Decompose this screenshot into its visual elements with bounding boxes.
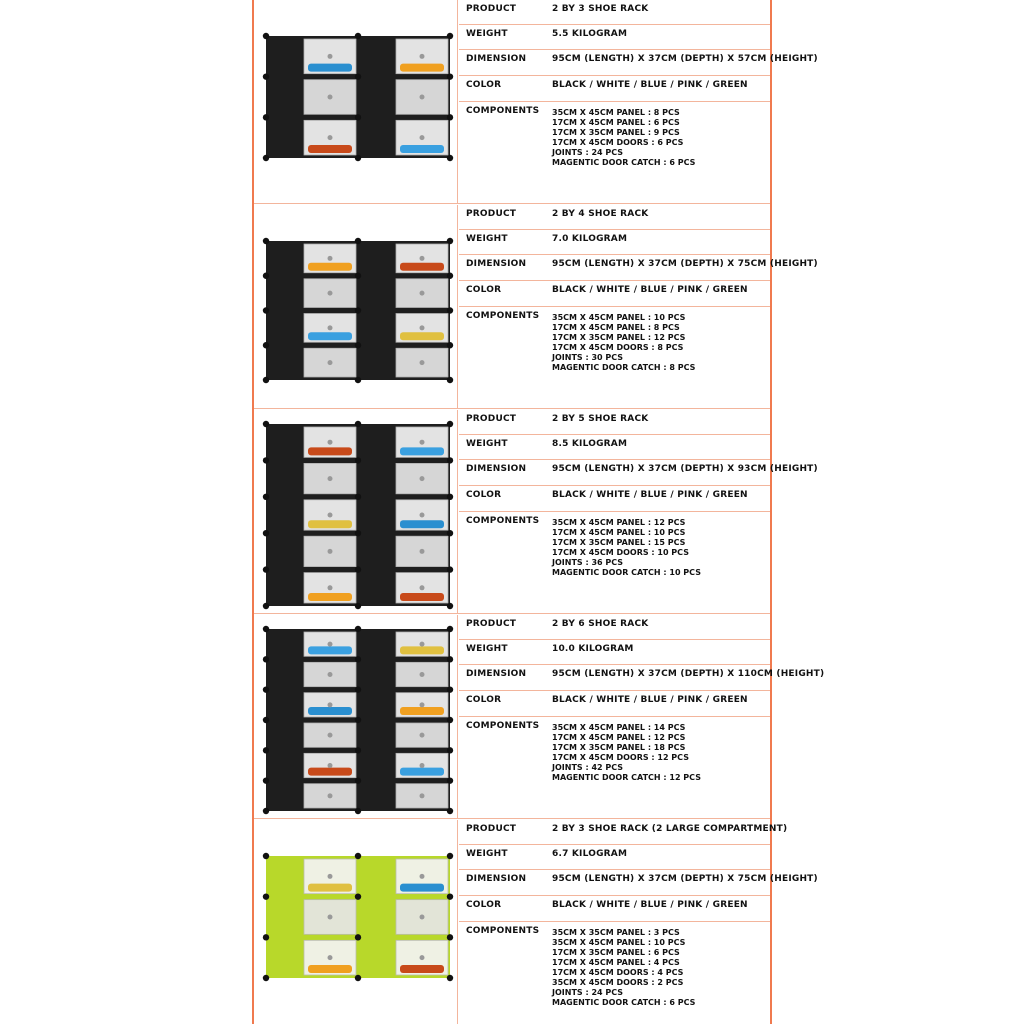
spec-label: COLOR xyxy=(466,490,502,500)
spec-row-weight xyxy=(459,230,770,255)
rack-joint xyxy=(263,155,269,161)
rack-joint xyxy=(263,33,269,39)
rack-joint xyxy=(355,566,361,572)
shoe xyxy=(308,520,352,528)
rack-joint xyxy=(447,747,453,753)
door-knob xyxy=(420,793,425,798)
spec-row-color xyxy=(459,486,770,512)
rack-joint xyxy=(355,73,361,79)
rack-joint xyxy=(447,603,453,609)
rack-joint xyxy=(263,603,269,609)
rack-joint xyxy=(447,73,453,79)
shoe xyxy=(400,447,444,455)
component-item: 17CM X 45CM PANEL : 12 PCS xyxy=(552,733,686,742)
shoe-rack-image xyxy=(254,205,458,409)
spec-table xyxy=(459,615,825,819)
spec-value: 2 BY 3 SHOE RACK (2 LARGE COMPARTMENT) xyxy=(552,824,788,834)
rack-joint xyxy=(263,777,269,783)
door-knob xyxy=(420,95,425,100)
shoe xyxy=(400,884,444,892)
component-item: 17CM X 45CM DOORS : 10 PCS xyxy=(552,548,689,557)
shoe xyxy=(308,64,352,72)
rack-joint xyxy=(355,155,361,161)
shoe-rack-drawing xyxy=(254,820,458,1024)
rack-joint xyxy=(447,457,453,463)
door-knob xyxy=(420,440,425,445)
rack-joint xyxy=(447,307,453,313)
rack-joint xyxy=(447,808,453,814)
rack-joint xyxy=(447,853,453,859)
shoe xyxy=(308,332,352,340)
rack-joint xyxy=(263,747,269,753)
door-knob xyxy=(420,702,425,707)
shoe xyxy=(308,447,352,455)
spec-label: COMPONENTS xyxy=(466,926,540,936)
door-knob xyxy=(328,672,333,677)
shoe-rack-drawing xyxy=(254,410,458,614)
spec-label: PRODUCT xyxy=(466,824,517,834)
rack-joint xyxy=(263,717,269,723)
component-item: 35CM X 45CM PANEL : 10 PCS xyxy=(552,313,686,322)
shoe-rack-image xyxy=(254,615,458,819)
rack-joint xyxy=(263,626,269,632)
rack-joint xyxy=(263,686,269,692)
rack-joint xyxy=(263,307,269,313)
component-item: 17CM X 35CM PANEL : 15 PCS xyxy=(552,538,686,547)
rack-joint xyxy=(355,626,361,632)
product-section xyxy=(254,410,818,614)
rack-joint xyxy=(355,747,361,753)
door-knob xyxy=(328,642,333,647)
spec-value: 8.5 KILOGRAM xyxy=(552,439,628,449)
shoe xyxy=(308,884,352,892)
spec-value: BLACK / WHITE / BLUE / PINK / GREEN xyxy=(552,695,748,705)
component-item: 17CM X 35CM PANEL : 18 PCS xyxy=(552,743,686,752)
spec-row-color xyxy=(459,691,770,717)
shoe-rack-drawing xyxy=(254,205,458,409)
product-section xyxy=(254,205,818,409)
spec-label: WEIGHT xyxy=(466,644,508,654)
shoe xyxy=(308,593,352,601)
rack-joint xyxy=(447,494,453,500)
spec-label: DIMENSION xyxy=(466,259,527,269)
door-knob xyxy=(328,135,333,140)
door-knob xyxy=(328,256,333,261)
door-knob xyxy=(328,291,333,296)
door-knob xyxy=(328,513,333,518)
door-knob xyxy=(328,874,333,879)
rack-joint xyxy=(263,975,269,981)
spec-value: 10.0 KILOGRAM xyxy=(552,644,634,654)
rack-joint xyxy=(355,975,361,981)
spec-label: COMPONENTS xyxy=(466,311,540,321)
spec-label: PRODUCT xyxy=(466,619,517,629)
components-list xyxy=(552,518,701,578)
component-item: 17CM X 45CM PANEL : 10 PCS xyxy=(552,528,686,537)
spec-value: BLACK / WHITE / BLUE / PINK / GREEN xyxy=(552,285,748,295)
component-item: JOINTS : 24 PCS xyxy=(552,148,623,157)
component-item: JOINTS : 42 PCS xyxy=(552,763,623,772)
door-knob xyxy=(328,955,333,960)
rack-joint xyxy=(447,377,453,383)
component-item: 17CM X 45CM PANEL : 6 PCS xyxy=(552,118,680,127)
shoe xyxy=(400,593,444,601)
component-item: 17CM X 45CM PANEL : 8 PCS xyxy=(552,323,680,332)
spec-value: BLACK / WHITE / BLUE / PINK / GREEN xyxy=(552,80,748,90)
rack-joint xyxy=(447,934,453,940)
shoe-rack-drawing xyxy=(254,0,458,204)
shoe xyxy=(400,965,444,973)
spec-label: COMPONENTS xyxy=(466,516,540,526)
spec-value: 5.5 KILOGRAM xyxy=(552,29,628,39)
door-knob xyxy=(420,513,425,518)
spec-value: BLACK / WHITE / BLUE / PINK / GREEN xyxy=(552,900,748,910)
component-item: 35CM X 45CM DOORS : 2 PCS xyxy=(552,978,684,987)
rack-joint xyxy=(355,377,361,383)
components-list xyxy=(552,928,695,1008)
rack-joint xyxy=(447,717,453,723)
component-item: 17CM X 35CM PANEL : 12 PCS xyxy=(552,333,686,342)
component-item: MAGENTIC DOOR CATCH : 6 PCS xyxy=(552,998,696,1007)
shoe xyxy=(308,646,352,654)
rack-joint xyxy=(263,273,269,279)
spec-row-dimension xyxy=(459,460,818,486)
spec-value: 2 BY 4 SHOE RACK xyxy=(552,209,649,219)
shoe xyxy=(400,707,444,715)
components-list xyxy=(552,313,695,373)
rack-joint xyxy=(447,656,453,662)
door-knob xyxy=(420,135,425,140)
spec-label: DIMENSION xyxy=(466,874,527,884)
door-knob xyxy=(420,476,425,481)
spec-label: DIMENSION xyxy=(466,464,527,474)
spec-label: WEIGHT xyxy=(466,849,508,859)
spec-label: PRODUCT xyxy=(466,4,517,14)
door-knob xyxy=(328,763,333,768)
component-item: 35CM X 45CM PANEL : 8 PCS xyxy=(552,108,680,117)
spec-row-weight xyxy=(459,640,770,665)
spec-table xyxy=(459,820,818,1024)
door-knob xyxy=(420,291,425,296)
spec-row-components xyxy=(459,922,770,1024)
rack-joint xyxy=(355,656,361,662)
door-knob xyxy=(420,549,425,554)
spec-row-components xyxy=(459,102,770,204)
spec-value: 95CM (LENGTH) X 37CM (DEPTH) X 93CM (HEIGHT) xyxy=(552,464,818,474)
spec-table xyxy=(459,410,818,614)
rack-joint xyxy=(355,808,361,814)
spec-table xyxy=(459,0,818,204)
spec-value: 95CM (LENGTH) X 37CM (DEPTH) X 75CM (HEIGHT) xyxy=(552,874,818,884)
spec-value: 6.7 KILOGRAM xyxy=(552,849,628,859)
rack-joint xyxy=(447,421,453,427)
shoe-rack-image xyxy=(254,820,458,1024)
rack-joint xyxy=(355,273,361,279)
rack-joint xyxy=(447,626,453,632)
rack-joint xyxy=(263,73,269,79)
spec-value: 7.0 KILOGRAM xyxy=(552,234,628,244)
component-item: MAGENTIC DOOR CATCH : 8 PCS xyxy=(552,363,696,372)
door-knob xyxy=(328,549,333,554)
spec-value: 2 BY 5 SHOE RACK xyxy=(552,414,649,424)
spec-label: WEIGHT xyxy=(466,439,508,449)
product-section xyxy=(254,0,818,204)
door-knob xyxy=(328,702,333,707)
rack-joint xyxy=(355,853,361,859)
rack-joint xyxy=(447,566,453,572)
rack-joint xyxy=(447,114,453,120)
door-knob xyxy=(420,256,425,261)
component-item: 17CM X 45CM DOORS : 4 PCS xyxy=(552,968,684,977)
spec-label: DIMENSION xyxy=(466,54,527,64)
rack-joint xyxy=(355,421,361,427)
door-knob xyxy=(420,360,425,365)
shoe xyxy=(400,145,444,153)
door-knob xyxy=(328,95,333,100)
component-item: 35CM X 45CM PANEL : 10 PCS xyxy=(552,938,686,947)
component-item: 17CM X 35CM PANEL : 6 PCS xyxy=(552,948,680,957)
spec-row-components xyxy=(459,307,770,409)
rack-joint xyxy=(355,777,361,783)
rack-joint xyxy=(355,934,361,940)
spec-row-dimension xyxy=(459,255,818,281)
rack-joint xyxy=(263,656,269,662)
spec-value: 95CM (LENGTH) X 37CM (DEPTH) X 57CM (HEIGHT) xyxy=(552,54,818,64)
door-knob xyxy=(328,585,333,590)
spec-label: WEIGHT xyxy=(466,234,508,244)
rack-joint xyxy=(263,457,269,463)
spec-value: 95CM (LENGTH) X 37CM (DEPTH) X 75CM (HEIGHT) xyxy=(552,259,818,269)
shoe xyxy=(400,64,444,72)
door-knob xyxy=(328,915,333,920)
door-knob xyxy=(328,793,333,798)
component-item: MAGENTIC DOOR CATCH : 6 PCS xyxy=(552,158,696,167)
product-section xyxy=(254,820,818,1024)
door-knob xyxy=(420,915,425,920)
door-knob xyxy=(328,733,333,738)
rack-joint xyxy=(263,934,269,940)
spec-label: COLOR xyxy=(466,695,502,705)
component-item: 17CM X 45CM DOORS : 12 PCS xyxy=(552,753,689,762)
spec-row-weight xyxy=(459,435,770,460)
shoe-rack-image xyxy=(254,410,458,614)
rack-joint xyxy=(447,777,453,783)
component-item: 17CM X 45CM DOORS : 6 PCS xyxy=(552,138,684,147)
rack-joint xyxy=(355,686,361,692)
rack-joint xyxy=(355,893,361,899)
spec-row-product xyxy=(459,205,770,230)
door-knob xyxy=(420,874,425,879)
rack-joint xyxy=(355,342,361,348)
product-section xyxy=(254,615,825,819)
door-knob xyxy=(328,440,333,445)
rack-joint xyxy=(355,457,361,463)
shoe xyxy=(308,145,352,153)
shoe xyxy=(400,263,444,271)
spec-row-dimension xyxy=(459,870,818,896)
spec-row-product xyxy=(459,615,770,640)
spec-row-weight xyxy=(459,845,770,870)
component-item: JOINTS : 24 PCS xyxy=(552,988,623,997)
spec-value: 2 BY 6 SHOE RACK xyxy=(552,619,649,629)
door-knob xyxy=(420,733,425,738)
door-knob xyxy=(420,54,425,59)
rack-joint xyxy=(355,717,361,723)
spec-row-components xyxy=(459,717,770,819)
door-knob xyxy=(420,642,425,647)
rack-joint xyxy=(355,494,361,500)
spec-row-product xyxy=(459,820,788,845)
door-knob xyxy=(420,585,425,590)
shoe xyxy=(400,332,444,340)
components-list xyxy=(552,108,695,168)
rack-joint xyxy=(447,686,453,692)
shoe xyxy=(400,520,444,528)
spec-label: WEIGHT xyxy=(466,29,508,39)
rack-joint xyxy=(263,494,269,500)
door-knob xyxy=(420,955,425,960)
shoe xyxy=(308,707,352,715)
spec-label: COMPONENTS xyxy=(466,721,540,731)
components-list xyxy=(552,723,701,783)
door-knob xyxy=(420,325,425,330)
shoe xyxy=(308,263,352,271)
rack-joint xyxy=(263,530,269,536)
rack-joint xyxy=(447,975,453,981)
component-item: MAGENTIC DOOR CATCH : 12 PCS xyxy=(552,773,701,782)
spec-table xyxy=(459,205,818,409)
shoe xyxy=(308,965,352,973)
rack-joint xyxy=(263,342,269,348)
spec-row-dimension xyxy=(459,50,818,76)
spec-label: COLOR xyxy=(466,900,502,910)
component-item: MAGENTIC DOOR CATCH : 10 PCS xyxy=(552,568,701,577)
rack-joint xyxy=(447,155,453,161)
rack-joint xyxy=(263,808,269,814)
rack-joint xyxy=(263,421,269,427)
rack-joint xyxy=(263,853,269,859)
spec-value: 95CM (LENGTH) X 37CM (DEPTH) X 110CM (HEIGHT) xyxy=(552,669,825,679)
spec-row-dimension xyxy=(459,665,825,691)
rack-joint xyxy=(355,307,361,313)
door-knob xyxy=(328,325,333,330)
rack-joint xyxy=(447,893,453,899)
spec-row-product xyxy=(459,410,770,435)
spec-value: BLACK / WHITE / BLUE / PINK / GREEN xyxy=(552,490,748,500)
component-item: 35CM X 45CM PANEL : 14 PCS xyxy=(552,723,686,732)
rack-joint xyxy=(355,603,361,609)
spec-row-color xyxy=(459,281,770,307)
spec-sheet xyxy=(252,0,825,1024)
shoe-rack-drawing xyxy=(254,615,458,819)
spec-label: PRODUCT xyxy=(466,414,517,424)
rack-joint xyxy=(447,273,453,279)
rack-joint xyxy=(447,33,453,39)
component-item: 17CM X 45CM DOORS : 8 PCS xyxy=(552,343,684,352)
rack-joint xyxy=(355,33,361,39)
spec-row-color xyxy=(459,896,770,922)
component-item: JOINTS : 30 PCS xyxy=(552,353,623,362)
rack-joint xyxy=(447,530,453,536)
component-item: JOINTS : 36 PCS xyxy=(552,558,623,567)
component-item: 35CM X 35CM PANEL : 3 PCS xyxy=(552,928,680,937)
door-knob xyxy=(328,54,333,59)
door-knob xyxy=(328,476,333,481)
component-item: 35CM X 45CM PANEL : 12 PCS xyxy=(552,518,686,527)
shoe-rack-image xyxy=(254,0,458,204)
rack-joint xyxy=(263,114,269,120)
rack-joint xyxy=(447,342,453,348)
spec-label: COLOR xyxy=(466,80,502,90)
shoe xyxy=(308,768,352,776)
spec-row-color xyxy=(459,76,770,102)
spec-label: COLOR xyxy=(466,285,502,295)
spec-label: COMPONENTS xyxy=(466,106,540,116)
spec-value: 2 BY 3 SHOE RACK xyxy=(552,4,649,14)
door-knob xyxy=(420,672,425,677)
rack-joint xyxy=(263,893,269,899)
spec-label: PRODUCT xyxy=(466,209,517,219)
spec-label: DIMENSION xyxy=(466,669,527,679)
component-item: 17CM X 45CM PANEL : 4 PCS xyxy=(552,958,680,967)
rack-joint xyxy=(447,238,453,244)
rack-joint xyxy=(263,238,269,244)
component-item: 17CM X 35CM PANEL : 9 PCS xyxy=(552,128,680,137)
door-knob xyxy=(420,763,425,768)
rack-joint xyxy=(263,377,269,383)
rack-joint xyxy=(355,530,361,536)
spec-row-weight xyxy=(459,25,770,50)
shoe xyxy=(400,646,444,654)
spec-row-product xyxy=(459,0,770,25)
door-knob xyxy=(328,360,333,365)
rack-joint xyxy=(355,114,361,120)
rack-joint xyxy=(263,566,269,572)
spec-row-components xyxy=(459,512,770,614)
shoe xyxy=(400,768,444,776)
rack-joint xyxy=(355,238,361,244)
